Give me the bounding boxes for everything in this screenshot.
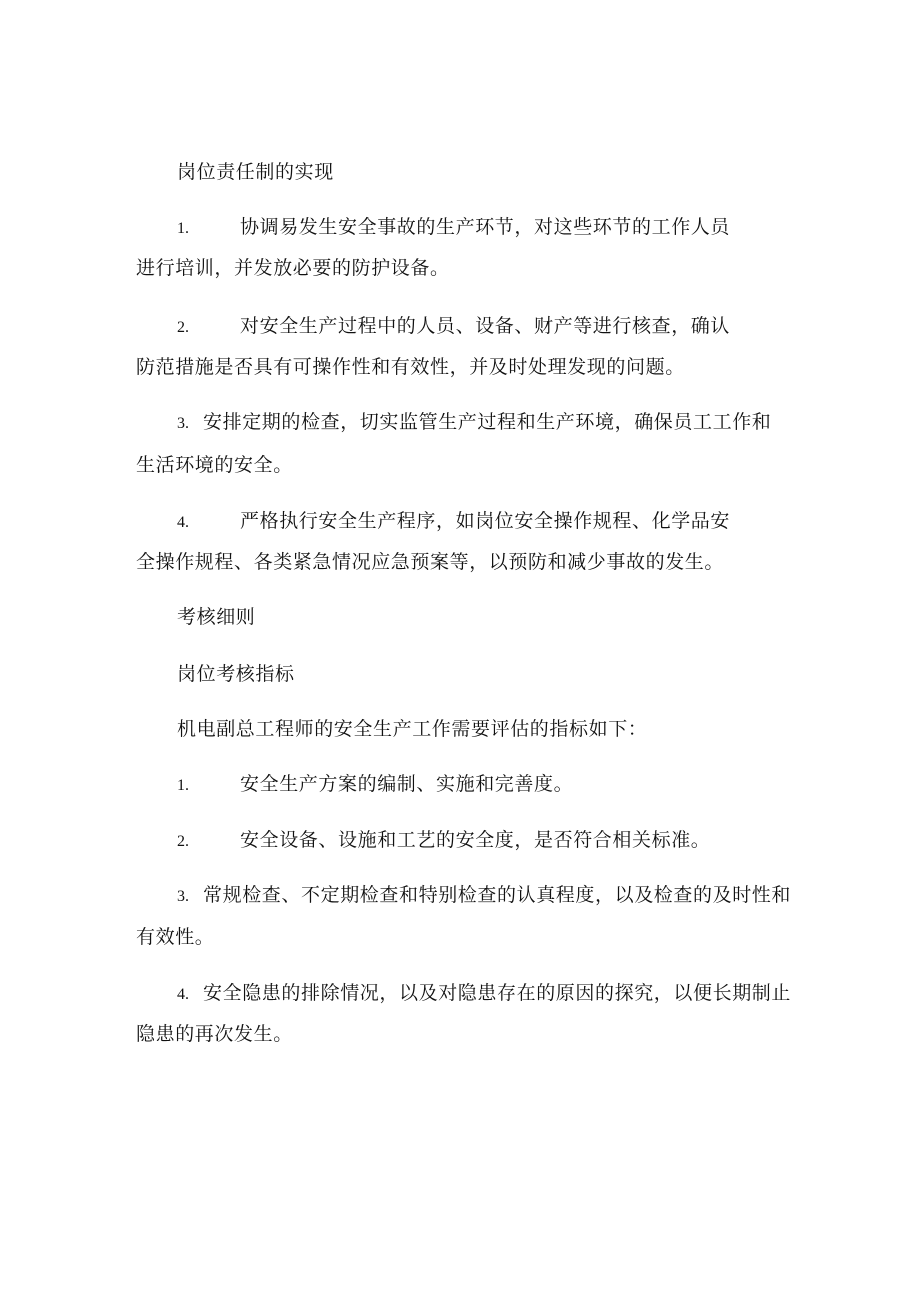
indicator-number: 4. [177, 986, 189, 1003]
item-number: 2. [177, 319, 189, 336]
item-text-line: 严格执行安全生产程序，如岗位安全操作规程、化学品安 [240, 510, 731, 532]
indicator-text-line: 有效性。 [136, 926, 215, 948]
indicator-intro: 机电副总工程师的安全生产工作需要评估的指标如下： [177, 718, 648, 740]
indicator-text-line: 安全隐患的排除情况，以及对隐患存在的原因的探究，以便长期制止 [203, 982, 792, 1004]
section-heading-indicators: 岗位考核指标 [177, 663, 295, 685]
indicator-text-line: 常规检查、不定期检查和特别检查的认真程度，以及检查的及时性和 [203, 884, 792, 906]
section-heading-implementation: 岗位责任制的实现 [177, 161, 334, 183]
indicator-number: 1. [177, 777, 189, 794]
item-text-line: 安排定期的检查，切实监管生产过程和生产环境，确保员工工作和 [203, 411, 772, 433]
indicator-number: 3. [177, 888, 189, 905]
item-text-line: 防范措施是否具有可操作性和有效性，并及时处理发现的问题。 [136, 356, 685, 378]
indicator-text-line: 安全设备、设施和工艺的安全度，是否符合相关标准。 [240, 829, 711, 851]
section-heading-assessment: 考核细则 [177, 606, 256, 628]
item-text-line: 生活环境的安全。 [136, 454, 293, 476]
item-text-line: 进行培训，并发放必要的防护设备。 [136, 257, 450, 279]
item-text-line: 全操作规程、各类紧急情况应急预案等，以预防和减少事故的发生。 [136, 551, 725, 573]
indicator-number: 2. [177, 833, 189, 850]
item-number: 4. [177, 514, 189, 531]
indicator-text-line: 隐患的再次发生。 [136, 1023, 293, 1045]
item-text-line: 协调易发生安全事故的生产环节，对这些环节的工作人员 [240, 216, 731, 238]
item-number: 3. [177, 415, 189, 432]
item-number: 1. [177, 220, 189, 237]
indicator-text-line: 安全生产方案的编制、实施和完善度。 [240, 773, 574, 795]
item-text-line: 对安全生产过程中的人员、设备、财产等进行核查，确认 [240, 315, 731, 337]
